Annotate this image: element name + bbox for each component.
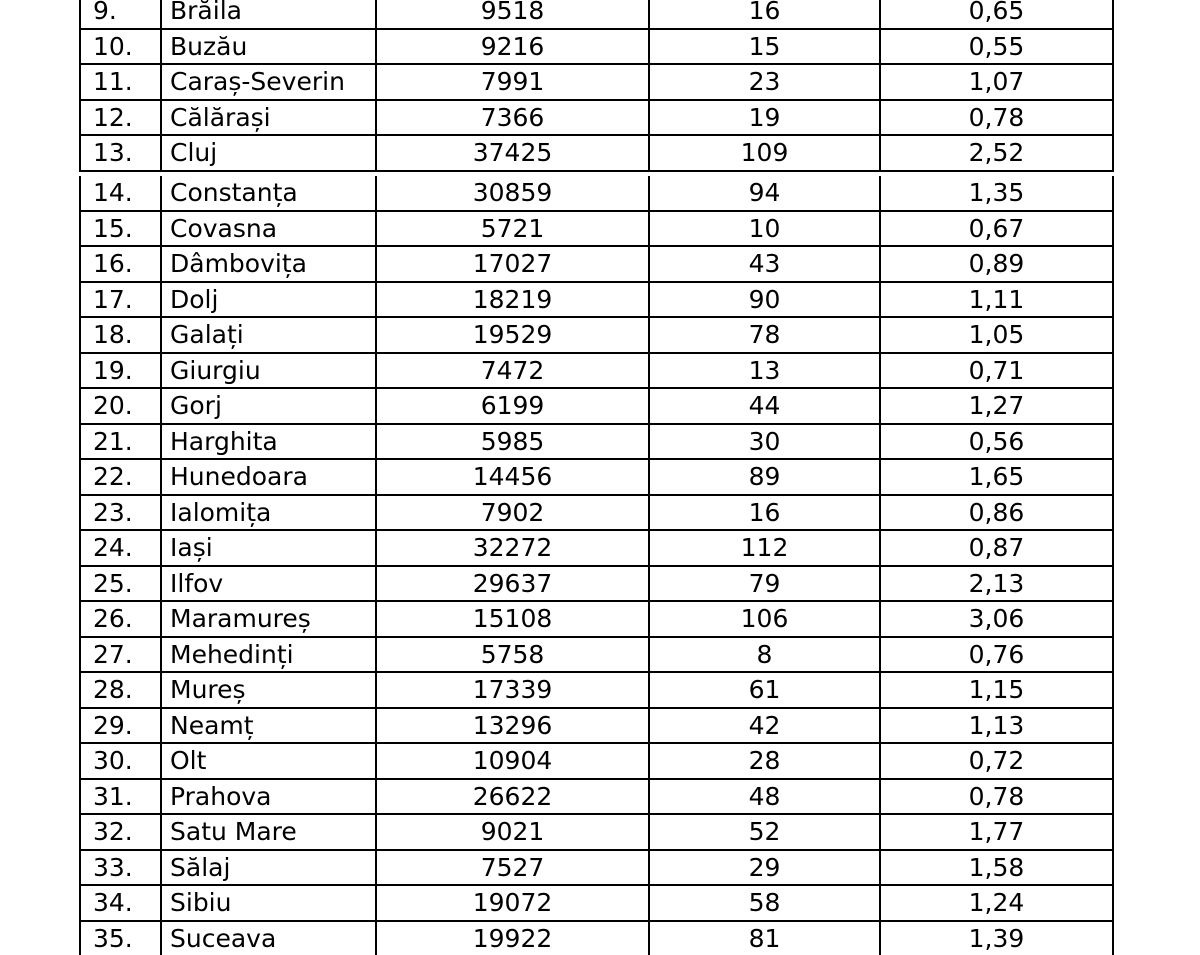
value-cell: 30	[649, 424, 880, 460]
value-cell: 9518	[376, 0, 649, 29]
county-name: Constanța	[161, 176, 376, 211]
county-name: Giurgiu	[161, 353, 376, 389]
county-name: Caraș-Severin	[161, 64, 376, 100]
value-cell: 0,56	[880, 424, 1113, 460]
value-cell: 1,58	[880, 850, 1113, 886]
table-row	[80, 100, 1113, 136]
county-name: Prahova	[161, 779, 376, 815]
row-number: 16.	[80, 246, 161, 282]
county-name: Galați	[161, 317, 376, 353]
table-row	[80, 814, 1113, 850]
row-number: 24.	[80, 530, 161, 566]
county-name: Brăila	[161, 0, 376, 29]
value-cell: 19	[649, 100, 880, 136]
value-cell: 79	[649, 566, 880, 602]
county-name: Harghita	[161, 424, 376, 460]
value-cell: 2,52	[880, 135, 1113, 171]
value-cell: 78	[649, 317, 880, 353]
table-body	[80, 0, 1113, 171]
value-cell: 26622	[376, 779, 649, 815]
value-cell: 29	[649, 850, 880, 886]
row-number: 25.	[80, 566, 161, 602]
value-cell: 5985	[376, 424, 649, 460]
value-cell: 19072	[376, 885, 649, 921]
value-cell: 9216	[376, 29, 649, 65]
value-cell: 42	[649, 708, 880, 744]
value-cell: 1,15	[880, 672, 1113, 708]
table-row	[80, 29, 1113, 65]
county-name: Iași	[161, 530, 376, 566]
county-name: Satu Mare	[161, 814, 376, 850]
row-number: 26.	[80, 601, 161, 637]
value-cell: 10904	[376, 743, 649, 779]
row-number: 9.	[80, 0, 161, 29]
value-cell: 14456	[376, 459, 649, 495]
value-cell: 19922	[376, 921, 649, 955]
value-cell: 32272	[376, 530, 649, 566]
value-cell: 1,24	[880, 885, 1113, 921]
table-row	[80, 424, 1113, 460]
county-name: Sibiu	[161, 885, 376, 921]
value-cell: 10	[649, 211, 880, 247]
row-number: 33.	[80, 850, 161, 886]
table-row	[80, 176, 1113, 211]
row-number: 34.	[80, 885, 161, 921]
table-row	[80, 708, 1113, 744]
value-cell: 0,87	[880, 530, 1113, 566]
value-cell: 0,72	[880, 743, 1113, 779]
county-name: Buzău	[161, 29, 376, 65]
county-name: Dâmbovița	[161, 246, 376, 282]
value-cell: 58	[649, 885, 880, 921]
value-cell: 1,35	[880, 176, 1113, 211]
row-number: 19.	[80, 353, 161, 389]
county-name: Mureș	[161, 672, 376, 708]
value-cell: 0,76	[880, 637, 1113, 673]
value-cell: 112	[649, 530, 880, 566]
value-cell: 17027	[376, 246, 649, 282]
value-cell: 13296	[376, 708, 649, 744]
value-cell: 17339	[376, 672, 649, 708]
row-number: 27.	[80, 637, 161, 673]
row-number: 11.	[80, 64, 161, 100]
table-row	[80, 317, 1113, 353]
table-row	[80, 211, 1113, 247]
table-row	[80, 530, 1113, 566]
value-cell: 8	[649, 637, 880, 673]
value-cell: 0,78	[880, 779, 1113, 815]
table-row	[80, 601, 1113, 637]
value-cell: 7366	[376, 100, 649, 136]
value-cell: 13	[649, 353, 880, 389]
row-number: 18.	[80, 317, 161, 353]
county-name: Maramureș	[161, 601, 376, 637]
value-cell: 1,39	[880, 921, 1113, 955]
value-cell: 15	[649, 29, 880, 65]
value-cell: 5758	[376, 637, 649, 673]
county-table-bottom	[79, 176, 1114, 955]
value-cell: 37425	[376, 135, 649, 171]
county-name: Hunedoara	[161, 459, 376, 495]
county-name: Covasna	[161, 211, 376, 247]
table-row	[80, 459, 1113, 495]
county-name: Ialomița	[161, 495, 376, 531]
row-number: 15.	[80, 211, 161, 247]
table-row	[80, 566, 1113, 602]
value-cell: 61	[649, 672, 880, 708]
value-cell: 0,86	[880, 495, 1113, 531]
value-cell: 1,27	[880, 388, 1113, 424]
county-name: Ilfov	[161, 566, 376, 602]
value-cell: 28	[649, 743, 880, 779]
value-cell: 6199	[376, 388, 649, 424]
county-name: Olt	[161, 743, 376, 779]
county-name: Cluj	[161, 135, 376, 171]
table-row	[80, 743, 1113, 779]
row-number: 22.	[80, 459, 161, 495]
row-number: 35.	[80, 921, 161, 955]
table-row	[80, 921, 1113, 955]
value-cell: 7472	[376, 353, 649, 389]
table-body	[80, 176, 1113, 955]
value-cell: 3,06	[880, 601, 1113, 637]
value-cell: 106	[649, 601, 880, 637]
row-number: 10.	[80, 29, 161, 65]
value-cell: 19529	[376, 317, 649, 353]
row-number: 20.	[80, 388, 161, 424]
row-number: 23.	[80, 495, 161, 531]
value-cell: 7527	[376, 850, 649, 886]
table-row	[80, 495, 1113, 531]
table-row	[80, 282, 1113, 318]
row-number: 13.	[80, 135, 161, 171]
row-number: 29.	[80, 708, 161, 744]
value-cell: 29637	[376, 566, 649, 602]
table-row	[80, 353, 1113, 389]
county-name: Mehedinți	[161, 637, 376, 673]
value-cell: 1,77	[880, 814, 1113, 850]
table-row	[80, 388, 1113, 424]
value-cell: 1,13	[880, 708, 1113, 744]
value-cell: 0,89	[880, 246, 1113, 282]
county-name: Neamț	[161, 708, 376, 744]
value-cell: 94	[649, 176, 880, 211]
table-row	[80, 885, 1113, 921]
value-cell: 15108	[376, 601, 649, 637]
value-cell: 44	[649, 388, 880, 424]
value-cell: 0,78	[880, 100, 1113, 136]
value-cell: 1,11	[880, 282, 1113, 318]
value-cell: 23	[649, 64, 880, 100]
county-name: Gorj	[161, 388, 376, 424]
value-cell: 30859	[376, 176, 649, 211]
county-name: Călărași	[161, 100, 376, 136]
value-cell: 1,05	[880, 317, 1113, 353]
row-number: 32.	[80, 814, 161, 850]
table-row	[80, 64, 1113, 100]
value-cell: 16	[649, 495, 880, 531]
table-row	[80, 637, 1113, 673]
table-row	[80, 779, 1113, 815]
value-cell: 0,55	[880, 29, 1113, 65]
row-number: 14.	[80, 176, 161, 211]
row-number: 17.	[80, 282, 161, 318]
value-cell: 7902	[376, 495, 649, 531]
value-cell: 89	[649, 459, 880, 495]
value-cell: 81	[649, 921, 880, 955]
table-row	[80, 672, 1113, 708]
table-row	[80, 135, 1113, 171]
row-number: 28.	[80, 672, 161, 708]
value-cell: 2,13	[880, 566, 1113, 602]
table-row	[80, 246, 1113, 282]
county-name: Sălaj	[161, 850, 376, 886]
value-cell: 43	[649, 246, 880, 282]
row-number: 31.	[80, 779, 161, 815]
value-cell: 7991	[376, 64, 649, 100]
value-cell: 5721	[376, 211, 649, 247]
value-cell: 0,67	[880, 211, 1113, 247]
row-number: 30.	[80, 743, 161, 779]
value-cell: 1,65	[880, 459, 1113, 495]
value-cell: 18219	[376, 282, 649, 318]
table-row	[80, 850, 1113, 886]
value-cell: 9021	[376, 814, 649, 850]
table-row	[80, 0, 1113, 29]
value-cell: 16	[649, 0, 880, 29]
value-cell: 90	[649, 282, 880, 318]
value-cell: 1,07	[880, 64, 1113, 100]
value-cell: 52	[649, 814, 880, 850]
county-name: Dolj	[161, 282, 376, 318]
value-cell: 0,71	[880, 353, 1113, 389]
county-table-top	[79, 0, 1114, 172]
county-name: Suceava	[161, 921, 376, 955]
row-number: 12.	[80, 100, 161, 136]
value-cell: 48	[649, 779, 880, 815]
value-cell: 0,65	[880, 0, 1113, 29]
value-cell: 109	[649, 135, 880, 171]
row-number: 21.	[80, 424, 161, 460]
